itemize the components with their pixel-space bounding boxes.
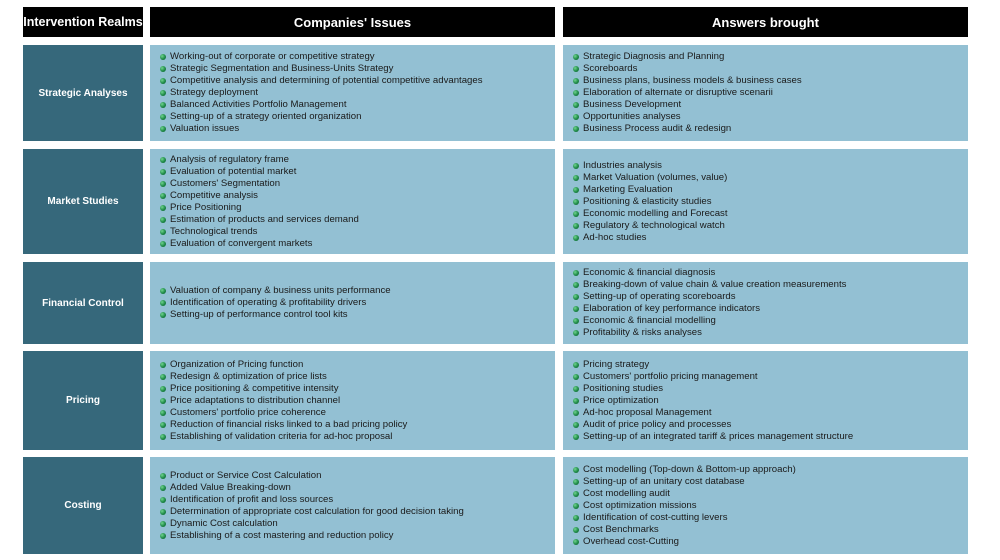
bullet-icon <box>573 66 579 72</box>
list-item <box>160 297 549 309</box>
list-item-text: Regulatory & technological watch <box>583 219 725 231</box>
list-item-text: Valuation of company & business units performance <box>170 285 391 296</box>
list-item-text: Competitive analysis <box>170 189 258 201</box>
bullet-icon <box>573 362 579 368</box>
list-item-text: Market Valuation (volumes, value) <box>583 171 728 183</box>
bullet-icon <box>160 114 166 120</box>
list-item <box>573 291 962 303</box>
bullet-icon <box>160 205 166 211</box>
bullet-icon <box>573 479 579 485</box>
bullet-icon <box>573 467 579 473</box>
bullet-icon <box>160 229 166 235</box>
bullet-icon <box>573 114 579 120</box>
list-item <box>573 383 962 395</box>
list-item-text: Business Development <box>583 99 682 110</box>
list-item-text: Breaking-down of value chain & value creation measurements <box>583 279 847 290</box>
realm-strategic-analyses <box>23 45 143 141</box>
realm-label: Costing <box>64 500 102 511</box>
bullet-icon <box>573 126 579 132</box>
list-item-text: Positioning & elasticity studies <box>583 195 712 207</box>
list-item <box>573 220 962 232</box>
list-item <box>573 160 962 172</box>
list-item <box>160 285 549 297</box>
list-item-text: Working-out of corporate or competitive strategy <box>170 51 375 62</box>
list-item-text: Identification of operating & profitability drivers <box>170 297 367 308</box>
list-item-text: Balanced Activities Portfolio Management <box>170 99 347 110</box>
bullet-icon <box>160 78 166 84</box>
bullet-icon <box>160 362 166 368</box>
bullet-icon <box>573 223 579 229</box>
list-item-text: Cost Benchmarks <box>583 523 659 535</box>
list-item-text: Economic & financial diagnosis <box>583 267 716 278</box>
bullet-icon <box>573 175 579 181</box>
list-item <box>160 87 549 99</box>
list-item <box>160 226 549 238</box>
bullet-icon <box>160 312 166 318</box>
list-item <box>160 506 549 518</box>
bullet-icon <box>573 282 579 288</box>
list-item <box>160 309 549 321</box>
list-item <box>573 431 962 443</box>
list-item <box>573 172 962 184</box>
list-item-text: Price positioning & competitive intensity <box>170 382 339 394</box>
list-item <box>573 512 962 524</box>
list-item-text: Estimation of products and services demand <box>170 213 359 225</box>
realm-label: Pricing <box>66 395 100 406</box>
list-item <box>573 395 962 407</box>
list-item-text: Price Positioning <box>170 201 242 213</box>
bullet-icon <box>573 187 579 193</box>
realm-market-studies <box>23 149 143 254</box>
list-item <box>160 99 549 111</box>
list-item-text: Customers' portfolio price coherence <box>170 406 326 418</box>
list-item <box>573 315 962 327</box>
bullet-icon <box>160 157 166 163</box>
list-item-text: Pricing strategy <box>583 358 650 370</box>
bullet-icon <box>160 485 166 491</box>
bullet-icon <box>160 497 166 503</box>
list-item <box>160 359 549 371</box>
realm-label: Financial Control <box>42 297 124 309</box>
issues-cell-pricing <box>150 351 555 450</box>
bullet-icon <box>573 90 579 96</box>
list-item-text: Cost modelling audit <box>583 487 670 499</box>
bullet-icon <box>160 398 166 404</box>
list-item <box>160 190 549 202</box>
list-item-text: Cost optimization missions <box>583 499 697 511</box>
bullet-icon <box>160 473 166 479</box>
list-item-text: Strategic Diagnosis and Planning <box>583 51 725 62</box>
list-item <box>160 238 549 250</box>
bullet-icon <box>160 410 166 416</box>
list-item-text: Valuation issues <box>170 123 240 134</box>
list-item-text: Opportunities analyses <box>583 111 681 122</box>
bullet-icon <box>573 102 579 108</box>
list-item <box>573 87 962 99</box>
list-item-text: Establishing of a cost mastering and reduction policy <box>170 529 394 541</box>
bullet-icon <box>160 288 166 294</box>
list-item <box>160 419 549 431</box>
bullet-icon <box>160 521 166 527</box>
realm-costing <box>23 457 143 554</box>
list-item <box>160 111 549 123</box>
bullet-icon <box>160 434 166 440</box>
realm-financial-control <box>23 262 143 344</box>
list-item <box>573 524 962 536</box>
list-item-text: Redesign & optimization of price lists <box>170 370 327 382</box>
bullet-icon <box>160 386 166 392</box>
list-item <box>160 395 549 407</box>
list-item <box>160 530 549 542</box>
list-item <box>573 407 962 419</box>
list-item-text: Price optimization <box>583 394 659 406</box>
list-item <box>160 482 549 494</box>
header-intervention-realms: Intervention Realms <box>23 7 143 37</box>
header-companies-issues: Companies' Issues <box>150 7 555 37</box>
bullet-icon <box>573 306 579 312</box>
list-item <box>160 154 549 166</box>
list-item-text: Elaboration of key performance indicators <box>583 303 761 314</box>
list-item <box>160 202 549 214</box>
list-item <box>160 166 549 178</box>
answers-cell-pricing <box>563 351 968 450</box>
bullet-icon <box>573 386 579 392</box>
list-item <box>160 75 549 87</box>
issues-cell-strategic-analyses <box>150 45 555 141</box>
list-item <box>160 63 549 75</box>
list-item <box>160 214 549 226</box>
list-item <box>160 494 549 506</box>
bullet-icon <box>573 270 579 276</box>
bullet-icon <box>573 235 579 241</box>
list-item-text: Evaluation of potential market <box>170 165 297 177</box>
answers-cell-costing <box>563 457 968 554</box>
list-item-text: Setting-up of an unitary cost database <box>583 475 745 487</box>
bullet-icon <box>160 374 166 380</box>
answers-cell-market-studies <box>563 149 968 254</box>
bullet-icon <box>573 515 579 521</box>
list-item <box>573 111 962 123</box>
bullet-icon <box>573 503 579 509</box>
bullet-icon <box>160 509 166 515</box>
bullet-icon <box>160 533 166 539</box>
list-item <box>160 51 549 63</box>
list-item-text: Business plans, business models & business cases <box>583 75 802 86</box>
bullet-icon <box>573 318 579 324</box>
list-item-text: Customers' Segmentation <box>170 177 281 189</box>
bullet-icon <box>573 398 579 404</box>
list-item <box>160 178 549 190</box>
list-item <box>160 383 549 395</box>
bullet-icon <box>573 163 579 169</box>
list-item-text: Reduction of financial risks linked to a bad pricing policy <box>170 418 408 430</box>
bullet-icon <box>573 78 579 84</box>
list-item-text: Setting-up of a strategy oriented organization <box>170 111 362 122</box>
realm-label: Strategic Analyses <box>38 87 128 99</box>
list-item <box>573 123 962 135</box>
realm-pricing <box>23 351 143 450</box>
list-item <box>160 123 549 135</box>
bullet-icon <box>573 539 579 545</box>
list-item-text: Elaboration of alternate or disruptive scenarii <box>583 87 773 98</box>
bullet-icon <box>573 422 579 428</box>
answers-cell-financial-control <box>563 262 968 344</box>
list-item-text: Economic modelling and Forecast <box>583 207 728 219</box>
header-answers-brought: Answers brought <box>563 7 968 37</box>
list-item <box>573 184 962 196</box>
list-item-text: Organization of Pricing function <box>170 358 304 370</box>
list-item <box>160 518 549 530</box>
list-item-text: Dynamic Cost calculation <box>170 517 278 529</box>
list-item-text: Establishing of validation criteria for ad-hoc proposal <box>170 430 393 442</box>
list-item-text: Determination of appropriate cost calculation for good decision taking <box>170 505 464 517</box>
bullet-icon <box>160 181 166 187</box>
list-item <box>573 196 962 208</box>
issues-cell-financial-control <box>150 262 555 344</box>
list-item-text: Price adaptations to distribution channel <box>170 394 341 406</box>
list-item-text: Setting-up of operating scoreboards <box>583 291 736 302</box>
bullet-icon <box>573 434 579 440</box>
list-item <box>160 431 549 443</box>
list-item-text: Setting-up of an integrated tariff & prices management structure <box>583 430 854 442</box>
list-item-text: Profitability & risks analyses <box>583 327 702 338</box>
bullet-icon <box>573 54 579 60</box>
list-item-text: Marketing Evaluation <box>583 183 673 195</box>
issues-cell-market-studies <box>150 149 555 254</box>
bullet-icon <box>573 211 579 217</box>
list-item <box>573 536 962 548</box>
bullet-icon <box>573 330 579 336</box>
bullet-icon <box>160 241 166 247</box>
list-item-text: Identification of profit and loss sources <box>170 493 334 505</box>
bullet-icon <box>160 422 166 428</box>
list-item <box>573 476 962 488</box>
list-item-text: Identification of cost-cutting levers <box>583 511 728 523</box>
list-item <box>160 470 549 482</box>
list-item-text: Strategic Segmentation and Business-Units Strategy <box>170 63 394 74</box>
list-item-text: Cost modelling (Top-down & Bottom-up approach) <box>583 463 796 475</box>
list-item <box>573 75 962 87</box>
list-item <box>573 327 962 339</box>
bullet-icon <box>573 491 579 497</box>
list-item <box>573 500 962 512</box>
list-item <box>160 371 549 383</box>
bullet-icon <box>160 54 166 60</box>
list-item <box>573 208 962 220</box>
list-item <box>573 371 962 383</box>
realm-label: Market Studies <box>47 196 119 207</box>
list-item-text: Economic & financial modelling <box>583 315 716 326</box>
bullet-icon <box>160 66 166 72</box>
bullet-icon <box>573 410 579 416</box>
list-item-text: Scoreboards <box>583 63 638 74</box>
list-item <box>573 359 962 371</box>
answers-cell-strategic-analyses <box>563 45 968 141</box>
list-item <box>573 419 962 431</box>
bullet-icon <box>160 217 166 223</box>
list-item-text: Overhead cost-Cutting <box>583 535 679 547</box>
list-item <box>573 279 962 291</box>
issues-cell-costing <box>150 457 555 554</box>
list-item <box>573 464 962 476</box>
list-item-text: Product or Service Cost Calculation <box>170 469 322 481</box>
list-item-text: Industries analysis <box>583 159 662 171</box>
list-item <box>573 99 962 111</box>
list-item <box>573 488 962 500</box>
list-item-text: Setting-up of performance control tool kits <box>170 309 348 320</box>
bullet-icon <box>160 169 166 175</box>
list-item <box>573 303 962 315</box>
list-item <box>160 407 549 419</box>
list-item <box>573 232 962 244</box>
bullet-icon <box>160 90 166 96</box>
list-item-text: Positioning studies <box>583 382 663 394</box>
list-item-text: Business Process audit & redesign <box>583 123 732 134</box>
bullet-icon <box>160 300 166 306</box>
list-item-text: Analysis of regulatory frame <box>170 153 289 165</box>
bullet-icon <box>573 294 579 300</box>
list-item <box>573 267 962 279</box>
bullet-icon <box>160 193 166 199</box>
bullet-icon <box>160 126 166 132</box>
bullet-icon <box>573 199 579 205</box>
list-item-text: Strategy deployment <box>170 87 258 98</box>
list-item-text: Competitive analysis and determining of potential competitive advantages <box>170 75 483 86</box>
list-item-text: Ad-hoc proposal Management <box>583 406 712 418</box>
list-item-text: Added Value Breaking-down <box>170 481 291 493</box>
list-item-text: Evaluation of convergent markets <box>170 237 313 249</box>
bullet-icon <box>160 102 166 108</box>
bullet-icon <box>573 527 579 533</box>
list-item <box>573 51 962 63</box>
list-item-text: Audit of price policy and processes <box>583 418 732 430</box>
bullet-icon <box>573 374 579 380</box>
list-item <box>573 63 962 75</box>
list-item-text: Ad-hoc studies <box>583 231 647 243</box>
list-item-text: Technological trends <box>170 225 258 237</box>
list-item-text: Customers' portfolio pricing management <box>583 370 758 382</box>
